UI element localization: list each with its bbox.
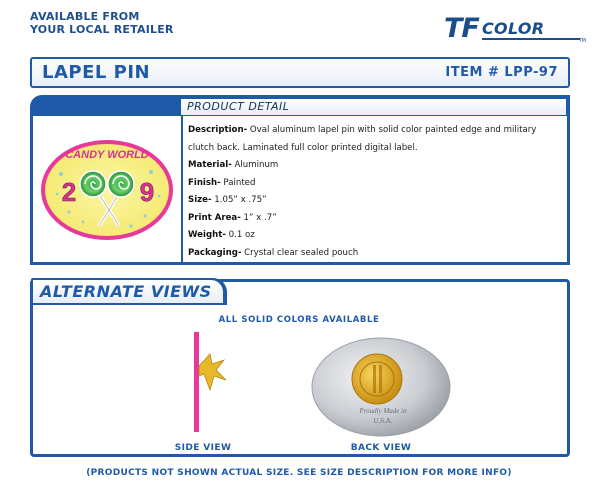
- spec-label: Description-: [188, 125, 248, 135]
- alternate-views-heading: ALTERNATE VIEWS: [40, 282, 212, 301]
- retailer-note: [30, 10, 174, 36]
- detail-divider: [181, 116, 183, 262]
- product-detail-body: [33, 116, 567, 262]
- alternate-views-tab: [31, 278, 227, 305]
- spec-label: Print Area-: [188, 212, 241, 223]
- lapel-pin-image: [39, 134, 175, 246]
- spec-size: [188, 192, 558, 210]
- lollipop-right: [108, 171, 134, 197]
- product-title-bar: [30, 57, 570, 88]
- spec-label: Material-: [188, 160, 232, 170]
- product-detail-heading: PRODUCT DETAIL: [187, 100, 290, 113]
- back-stamp-line-1: Proudly Made in: [359, 407, 407, 415]
- pin-text: CANDY WORLD: [65, 149, 149, 161]
- spec-value: Crystal clear sealed pouch: [241, 247, 359, 258]
- side-view-label: SIDE VIEW: [174, 443, 232, 453]
- spec-value: 0.1 oz: [225, 230, 255, 240]
- pin-digit-left: 2: [61, 177, 77, 207]
- back-view-image: [311, 337, 451, 437]
- pin-side-edge: [194, 332, 199, 432]
- item-number: ITEM # LPP-97: [445, 65, 558, 80]
- spec-print-area: [188, 210, 558, 228]
- back-stamp-line-2: U.S.A.: [373, 417, 393, 425]
- military-clutch: [199, 354, 226, 390]
- spec-value: 1” x .7”: [240, 212, 277, 223]
- spec-finish: [188, 175, 558, 193]
- spec-label: Finish-: [188, 177, 221, 188]
- back-view-label: BACK VIEW: [350, 443, 412, 453]
- spec-label: Packaging-: [188, 247, 242, 258]
- alternate-views-tab-inner: [33, 280, 223, 303]
- brand-trademark: TM: [578, 38, 586, 44]
- spec-value: 1.05” x .75”: [211, 195, 267, 205]
- spec-packaging: [188, 245, 558, 263]
- colors-available-note: ALL SOLID COLORS AVAILABLE: [218, 315, 380, 325]
- spec-value: Painted: [220, 177, 256, 188]
- spec-value: Aluminum: [231, 160, 279, 170]
- spec-description: [188, 122, 558, 157]
- spec-weight: [188, 227, 558, 245]
- side-view-image: [180, 330, 240, 435]
- brand-logo-tf: TF: [444, 13, 479, 44]
- retailer-line-2: YOUR LOCAL RETAILER: [30, 23, 174, 36]
- spec-label: Weight-: [188, 230, 226, 240]
- size-disclaimer: (PRODUCTS NOT SHOWN ACTUAL SIZE. SEE SIZE DESCRIPTION FOR MORE INFO): [86, 468, 512, 478]
- retailer-line-1: AVAILABLE FROM: [30, 10, 140, 23]
- alternate-views-panel: [30, 279, 570, 457]
- spec-material: [188, 157, 558, 175]
- lollipop-left: [80, 171, 106, 197]
- brand-logo-color: COLOR: [482, 19, 545, 38]
- pin-digit-right: 9: [139, 177, 155, 207]
- spec-list: [188, 122, 558, 262]
- product-title: LAPEL PIN: [42, 62, 151, 83]
- product-detail-panel: [30, 95, 570, 265]
- brand-logo: [444, 12, 584, 46]
- spec-value: Oval aluminum lapel pin with solid color painted edge and military clutch back. Laminated full color printed digital label.: [188, 125, 537, 153]
- spec-label: Size-: [188, 195, 212, 205]
- product-detail-tab: [181, 99, 566, 115]
- brand-underline: [482, 38, 580, 40]
